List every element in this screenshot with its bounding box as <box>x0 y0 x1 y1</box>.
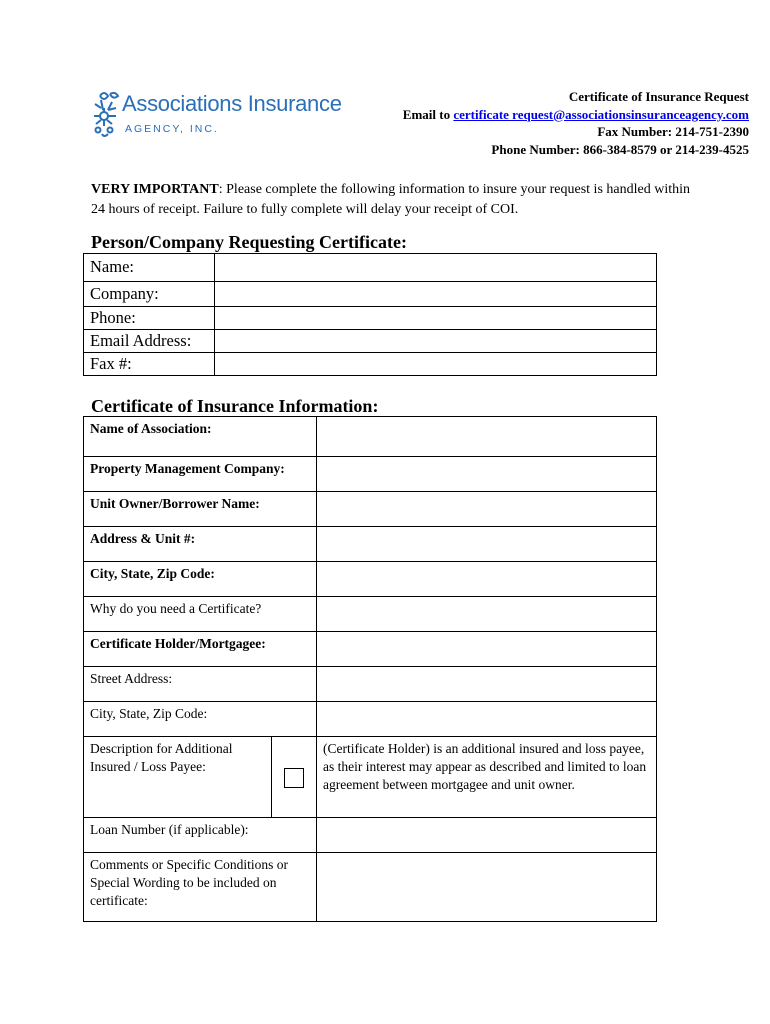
field-label: Name of Association: <box>84 417 317 457</box>
field-label: Loan Number (if applicable): <box>84 818 317 853</box>
comments-input[interactable] <box>317 853 657 922</box>
field-label: Why do you need a Certificate? <box>84 597 317 632</box>
table-row <box>84 562 657 597</box>
important-text: : Please complete the following information to insure your request is handled within 24 hours of receipt. Failure to fully complete will delay your receipt of COI. <box>91 182 690 217</box>
table-row <box>84 632 657 667</box>
company-input[interactable] <box>215 282 657 307</box>
additional-insured-text: (Certificate Holder) is an additional insured and loss payee, as their interest may appear as described and limited to loan agreement between mortgagee and unit owner. <box>317 737 657 818</box>
requester-table <box>83 253 657 376</box>
loan-number-input[interactable] <box>317 818 657 853</box>
certificate-table <box>83 416 657 922</box>
phone-input[interactable] <box>215 307 657 330</box>
table-row <box>84 330 657 353</box>
field-label: Property Management Company: <box>84 457 317 492</box>
field-label: Company: <box>84 282 215 307</box>
field-label: Phone: <box>84 307 215 330</box>
field-label: City, State, Zip Code: <box>84 702 317 737</box>
association-input[interactable] <box>317 417 657 457</box>
table-row <box>84 667 657 702</box>
table-row <box>84 353 657 376</box>
fax-input[interactable] <box>215 353 657 376</box>
table-row <box>84 853 657 922</box>
field-label: Comments or Specific Conditions or Special Wording to be included on certificate: <box>84 853 317 922</box>
certificate-section-title: Certificate of Insurance Information: <box>91 396 379 416</box>
field-label: Street Address: <box>84 667 317 702</box>
checkbox-cell <box>272 737 317 818</box>
phone-number: Phone Number: 866-384-8579 or 214-239-4525 <box>491 141 749 157</box>
owner-name-input[interactable] <box>317 492 657 527</box>
field-label: Description for Additional Insured / Loss Payee: <box>84 737 272 818</box>
form-title: Certificate of Insurance Request <box>568 89 749 104</box>
snowflake-logo-icon <box>90 90 124 150</box>
table-row <box>84 597 657 632</box>
field-label: City, State, Zip Code: <box>84 562 317 597</box>
field-label: Email Address: <box>84 330 215 353</box>
name-input[interactable] <box>215 254 657 282</box>
table-row <box>84 307 657 330</box>
city-state-zip-input[interactable] <box>317 562 657 597</box>
fax-number: Fax Number: 214-751-2390 <box>597 124 749 139</box>
holder-city-state-zip-input[interactable] <box>317 702 657 737</box>
table-row <box>84 492 657 527</box>
table-row <box>84 457 657 492</box>
management-company-input[interactable] <box>317 457 657 492</box>
company-logo <box>90 90 350 152</box>
email-prefix: Email to <box>402 106 451 122</box>
table-row <box>84 818 657 853</box>
table-row <box>84 737 657 818</box>
table-row <box>84 282 657 307</box>
address-input[interactable] <box>317 527 657 562</box>
field-label: Certificate Holder/Mortgagee: <box>84 632 317 667</box>
logo-brand-text: Associations Insurance <box>122 91 342 116</box>
holder-mortgagee-input[interactable] <box>317 632 657 667</box>
table-row <box>84 527 657 562</box>
logo-sub-text: AGENCY, INC. <box>125 123 219 135</box>
table-row <box>84 702 657 737</box>
additional-insured-checkbox[interactable] <box>284 768 304 788</box>
table-row <box>84 254 657 282</box>
street-address-input[interactable] <box>317 667 657 702</box>
table-row <box>84 417 657 457</box>
reason-input[interactable] <box>317 597 657 632</box>
email-link[interactable]: certificate request@associationsinsuranceagency.com <box>453 106 749 122</box>
important-label: VERY IMPORTANT <box>91 182 219 197</box>
requester-section-title: Person/Company Requesting Certificate: <box>91 232 407 252</box>
field-label: Address & Unit #: <box>84 527 317 562</box>
email-input[interactable] <box>215 330 657 353</box>
email-line <box>403 106 749 124</box>
field-label: Unit Owner/Borrower Name: <box>84 492 317 527</box>
field-label: Name: <box>84 254 215 282</box>
important-notice <box>91 180 691 220</box>
field-label: Fax #: <box>84 353 215 376</box>
contact-header <box>403 88 749 158</box>
